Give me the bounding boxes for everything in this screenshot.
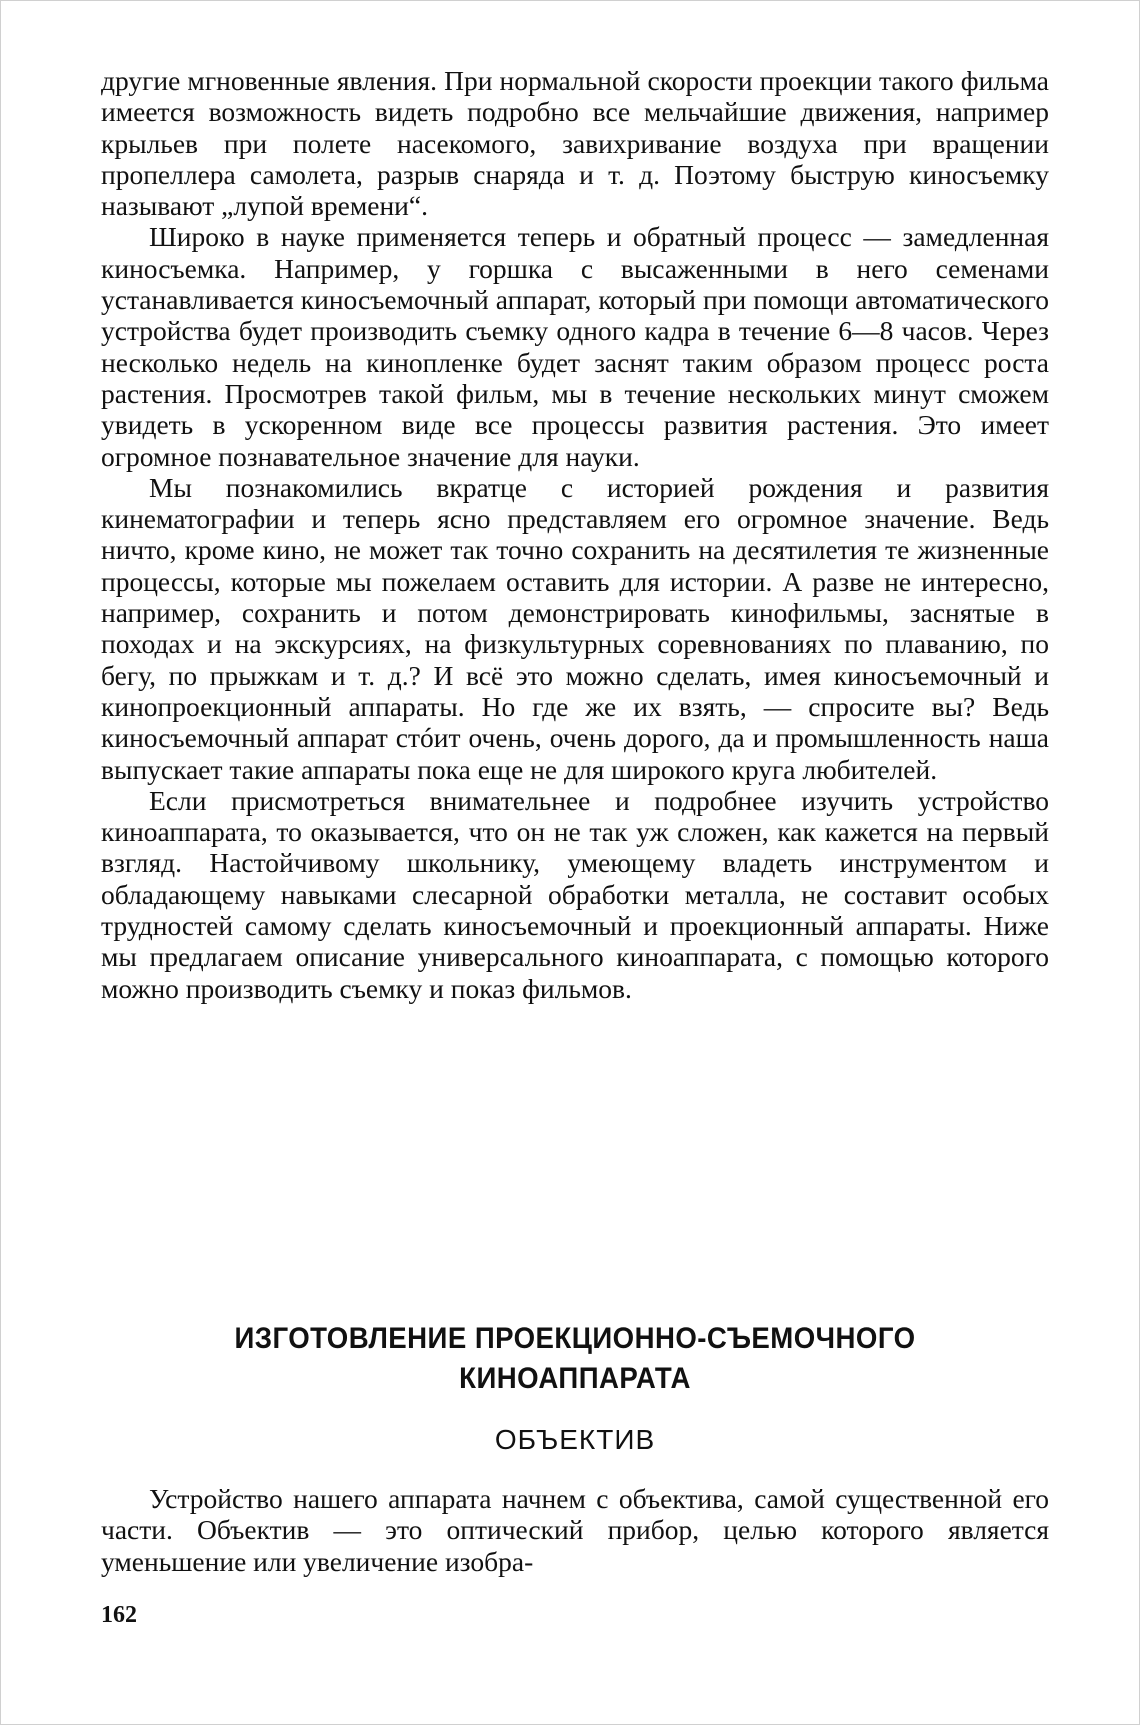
final-text: [101, 1483, 1049, 1577]
section-heading: [139, 1319, 1011, 1399]
section-heading-line-1: ИЗГОТОВЛЕНИЕ ПРОЕКЦИОННО-СЪЕМОЧНОГО: [234, 1322, 916, 1355]
paragraph-5: Устройство нашего аппарата начнем с объектива, самой существенной его части. Объектив — это оптический прибор, целью которого является уменьшение или увеличение изобра-: [101, 1483, 1049, 1577]
paragraph-2: Широко в науке применяется теперь и обратный процесс — замедленная киносъемка. Например, у горшка с высаженными в него семенами устанавливается киносъемочный аппарат, который при помощи автоматического устройства будет производить съемку одного кадра в течение 6—8 часов. Через несколько недель на кинопленке будет заснят таким образом процесс роста растения. Просмотрев такой фильм, мы в течение нескольких минут сможем увидеть в ускоренном виде все процессы развития растения. Это имеет огромное познавательное значение для науки.: [101, 221, 1049, 472]
paragraph-3: Мы познакомились вкратце с историей рождения и развития кинематографии и теперь ясно представляем его огромное значение. Ведь ничто, кроме кино, не может так точно сохранить на десятилетия те жизненные процессы, которые мы пожелаем оставить для истории. А разве не интересно, например, сохранить и потом демонстрировать кинофильмы, заснятые в походах и на экскурсиях, на физкультурных соревнованиях по плаванию, по бегу, по прыжкам и т. д.? И всё это можно сделать, имея киносъемочный и кинопроекционный аппараты. Но где же их взять, — спросите вы? Ведь киносъемочный аппарат стóит очень, очень дорого, да и промышленность наша выпускает такие аппараты пока еще не для широкого круга любителей.: [101, 471, 1049, 785]
section-heading-line-2: КИНОАППАРАТА: [459, 1362, 691, 1395]
subsection-heading: ОБЪЕКТИВ: [494, 1424, 656, 1455]
paragraph-1: другие мгновенные явления. При нормальной скорости проекции такого фильма имеется возможность видеть подробно все мельчайшие движения, например крыльев при полете насекомого, завихривание воздуха при вращении пропеллера самолета, разрыв снаряда и т. д. Поэтому быструю киносъемку называют „лупой времени“.: [101, 65, 1049, 222]
page-number: 162: [101, 1602, 137, 1628]
paragraph-4: Если присмотреться внимательнее и подробнее изучить устройство киноаппарата, то оказывается, что он не так уж сложен, как кажется на первый взгляд. Настойчивому школьнику, умеющему владеть инструментом и обладающему навыками слесарной обработки металла, не составит особых трудностей самому сделать киносъемочный и проекционный аппараты. Ниже мы предлагаем описание универсального киноаппарата, с помощью которого можно производить съемку и показ фильмов.: [101, 784, 1049, 1004]
body-text: [101, 65, 1049, 1004]
